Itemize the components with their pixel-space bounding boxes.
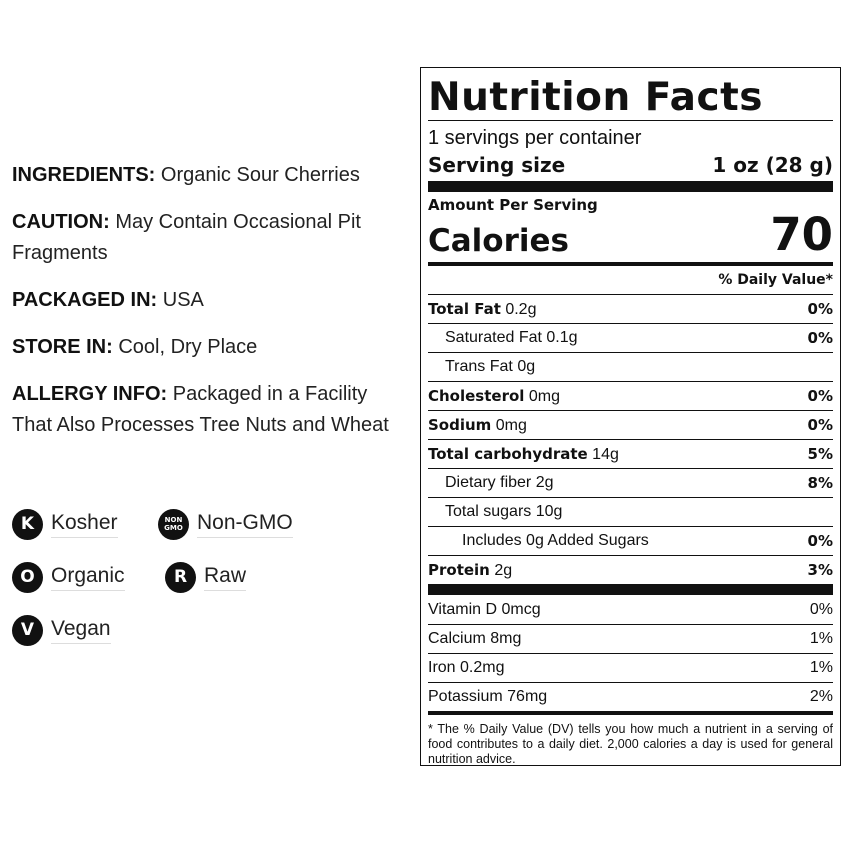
- nutrient-amount: 0mg: [524, 387, 561, 405]
- nutrient-name: Total Fat: [428, 299, 501, 318]
- badge-label: Raw: [204, 564, 246, 591]
- nutrient-row-total-carbohydrate: [428, 439, 833, 468]
- allergy-info-value: Packaged in a Facility That Also Processes Tree Nuts and Wheat: [12, 383, 389, 436]
- calories-label: Calories: [428, 223, 569, 259]
- calories-row: [428, 208, 833, 261]
- vitamin-name: Vitamin D 0mcg: [428, 600, 541, 618]
- daily-value-header: % Daily Value*: [718, 272, 833, 288]
- nutrient-amount: 14g: [587, 445, 619, 463]
- nutrient-row-trans-fat: [428, 352, 833, 381]
- store-in-value: Cool, Dry Place: [112, 336, 258, 358]
- badge-organic: [12, 560, 125, 594]
- nutrient-row-protein: [428, 555, 833, 584]
- nutrient-dv: 3%: [807, 561, 833, 579]
- nutrient-row-saturated-fat: [428, 323, 833, 352]
- nutrient-row-cholesterol: [428, 381, 833, 410]
- vitamin-dv: 1%: [809, 659, 833, 676]
- nutrient-row-sodium: [428, 410, 833, 439]
- nutrient-row-total-fat: [428, 294, 833, 323]
- ingredients-label: INGREDIENTS:: [12, 164, 156, 186]
- vitamin-name: Calcium 8mg: [428, 630, 522, 647]
- raw-icon: R: [165, 562, 196, 593]
- thick-divider: [428, 584, 833, 595]
- vitamin-dv: 1%: [809, 630, 833, 647]
- badge-label: Kosher: [51, 511, 118, 538]
- nutrient-dv: 0%: [807, 329, 833, 347]
- nutrient-row-added-sugars: [428, 526, 833, 555]
- nutrient-amount: Trans Fat 0g: [445, 358, 536, 375]
- amount-per-serving: Amount Per Serving: [428, 196, 598, 214]
- nutrient-row-total-sugars: [428, 497, 833, 526]
- nutrient-dv: 5%: [807, 445, 833, 463]
- vitamin-row-d: [428, 595, 833, 624]
- thick-divider: [428, 181, 833, 192]
- allergy-info-label: ALLERGY INFO:: [12, 383, 168, 405]
- nutrition-title: Nutrition Facts: [428, 75, 763, 120]
- vitamin-dv: 0%: [809, 600, 833, 618]
- divider: [428, 120, 833, 121]
- packaged-in-value: USA: [157, 289, 204, 311]
- vitamin-row-calcium: [428, 624, 833, 653]
- nutrient-name: Sodium: [428, 415, 492, 434]
- packaged-in-line: [12, 285, 412, 316]
- vegan-icon: V: [12, 615, 43, 646]
- servings-per-container: 1 servings per container: [428, 127, 642, 149]
- nutrient-name: Cholesterol: [428, 386, 525, 405]
- nutrient-amount: Saturated Fat 0.1g: [445, 329, 578, 346]
- nutrient-dv: 0%: [807, 532, 833, 550]
- nutrient-amount: Total sugars 10g: [445, 503, 563, 520]
- vitamin-dv: 2%: [809, 688, 833, 705]
- nutrition-facts-panel: [420, 67, 841, 766]
- store-in-label: STORE IN:: [12, 336, 113, 358]
- badge-label: Organic: [51, 564, 125, 591]
- nutrient-amount: Dietary fiber 2g: [445, 474, 554, 491]
- nutrient-dv: 0%: [807, 416, 833, 434]
- badge-label: Vegan: [51, 617, 111, 644]
- vitamin-row-potassium: [428, 682, 833, 711]
- serving-size-row: [428, 151, 833, 179]
- badge-label: Non-GMO: [197, 511, 293, 538]
- nutrient-dv: 0%: [807, 387, 833, 405]
- badge-kosher: [12, 507, 118, 541]
- medium-divider: [428, 711, 833, 715]
- daily-value-footnote: * The % Daily Value (DV) tells you how much a nutrient in a serving of food contributes to a daily diet. 2,000 calories a day is used for general nutrition advice.: [428, 722, 833, 766]
- vitamin-row-iron: [428, 653, 833, 682]
- caution-line: [12, 207, 412, 269]
- packaged-in-label: PACKAGED IN:: [12, 289, 158, 311]
- serving-size-value: 1 oz (28 g): [712, 153, 833, 177]
- nutrient-amount: 2g: [489, 561, 513, 579]
- non-gmo-icon: NON GMO: [158, 509, 189, 540]
- nutrient-dv: 8%: [807, 474, 833, 492]
- nutrient-amount: Includes 0g Added Sugars: [462, 532, 649, 549]
- store-in-line: [12, 332, 412, 363]
- product-info: [12, 160, 412, 457]
- caution-label: CAUTION:: [12, 211, 110, 233]
- calories-value: 70: [770, 208, 833, 261]
- serving-size-label: Serving size: [428, 153, 566, 177]
- vitamin-name: Potassium 76mg: [428, 688, 548, 705]
- caution-value: May Contain Occasional Pit Fragments: [12, 211, 361, 264]
- ingredients-value: Organic Sour Cherries: [155, 164, 360, 186]
- allergy-info-line: [12, 379, 412, 441]
- nutrient-name: Protein: [428, 560, 490, 579]
- nutrient-name: Total carbohydrate: [428, 444, 588, 463]
- badge-vegan: [12, 613, 111, 647]
- badge-non-gmo: [158, 507, 293, 541]
- nutrient-amount: 0.2g: [500, 300, 537, 318]
- nutrient-dv: 0%: [807, 300, 833, 318]
- badge-raw: [165, 560, 246, 594]
- organic-icon: O: [12, 562, 43, 593]
- nutrient-amount: 0mg: [491, 416, 527, 434]
- vitamin-name: Iron 0.2mg: [428, 659, 505, 676]
- ingredients-line: [12, 160, 412, 191]
- nutrient-row-dietary-fiber: [428, 468, 833, 497]
- kosher-icon: K: [12, 509, 43, 540]
